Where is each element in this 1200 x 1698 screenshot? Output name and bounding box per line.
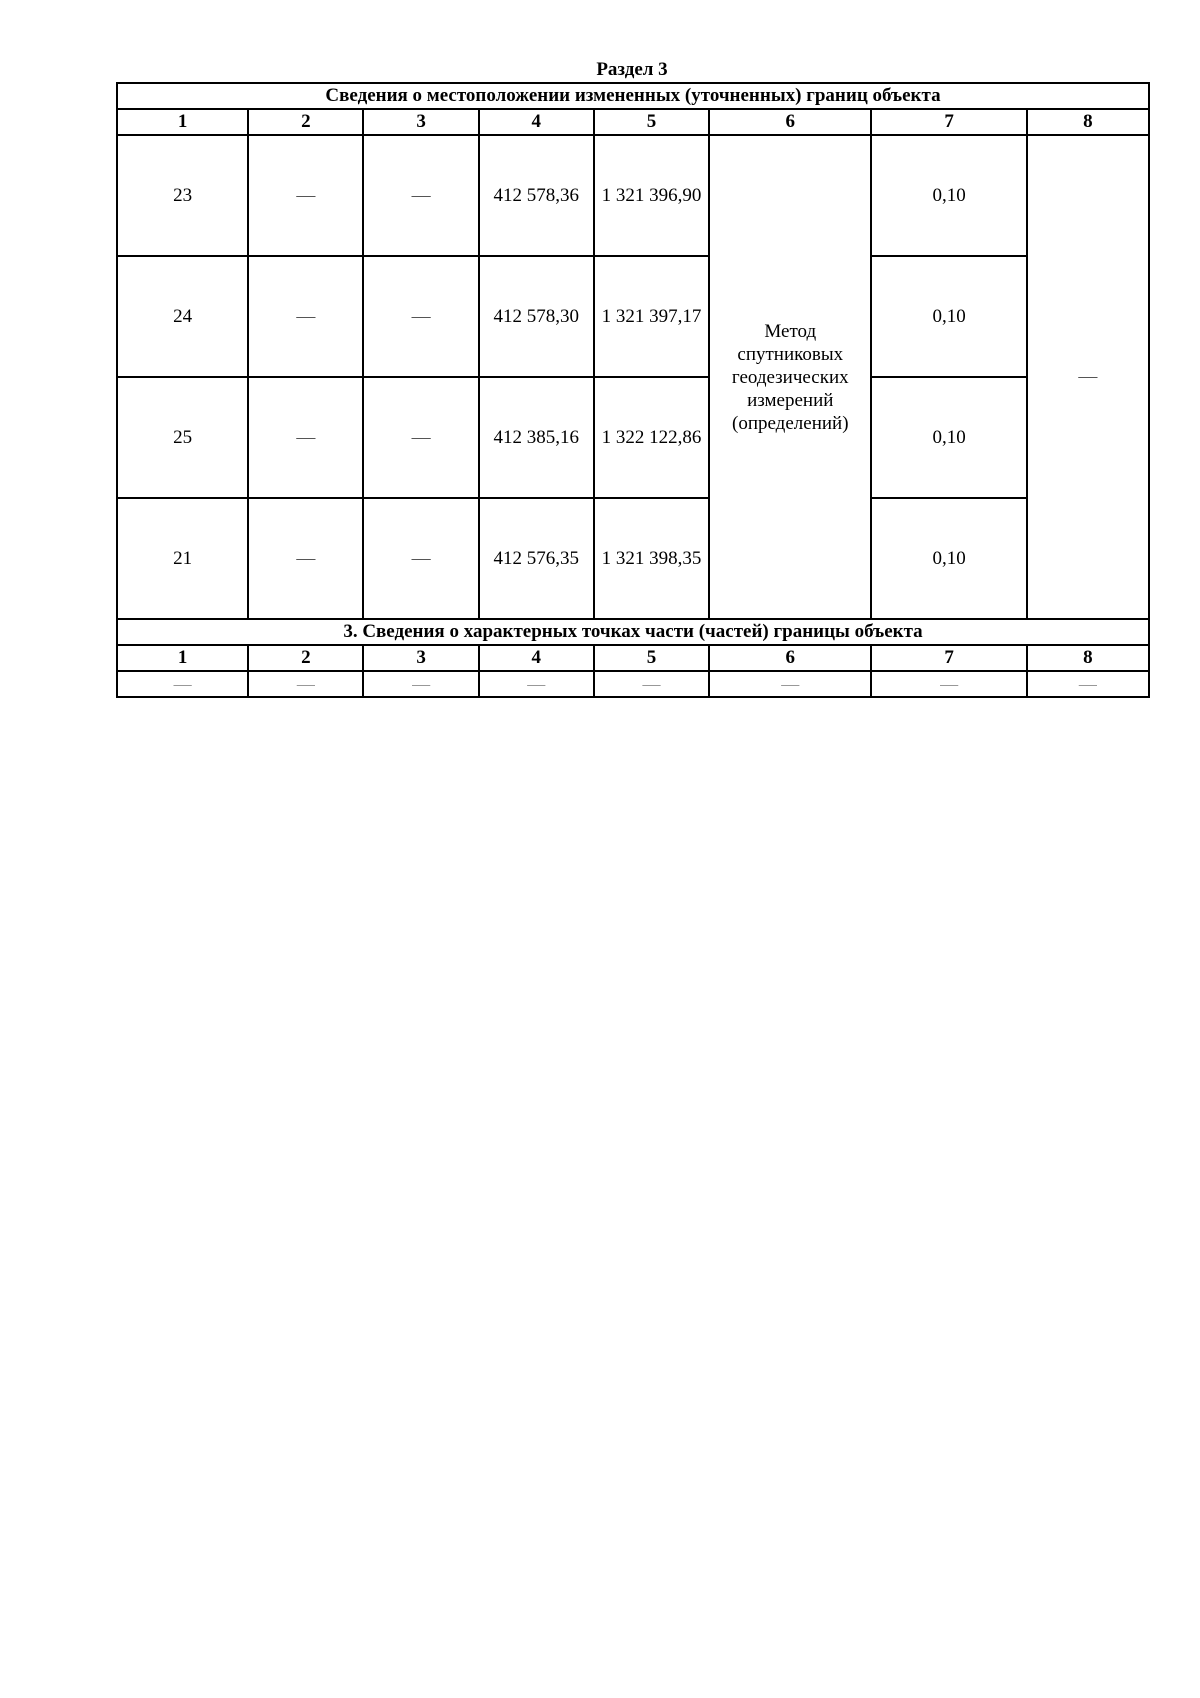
empty-cell: — (1027, 671, 1149, 697)
cell-col2: — (248, 256, 363, 377)
table1-title: Сведения о местоположении измененных (уточненных) границ объекта (117, 83, 1149, 109)
column-header: 1 (117, 109, 248, 135)
column-header: 4 (479, 109, 594, 135)
cell-col2: — (248, 377, 363, 498)
cell-col3: — (363, 498, 478, 619)
accuracy: 0,10 (871, 256, 1026, 377)
column-header: 6 (709, 109, 871, 135)
coord-y: 1 321 397,17 (594, 256, 709, 377)
section-heading: Раздел 3 (596, 59, 668, 80)
table-row (117, 377, 1149, 498)
empty-cell: — (248, 671, 363, 697)
column-header: 5 (594, 109, 709, 135)
column-header: 3 (363, 645, 478, 671)
coord-x: 412 578,30 (479, 256, 594, 377)
point-number: 25 (117, 377, 248, 498)
table-row (117, 671, 1149, 697)
column-header: 8 (1027, 109, 1149, 135)
empty-cell: — (871, 671, 1026, 697)
empty-cell: — (594, 671, 709, 697)
table1-title-row (117, 83, 1149, 109)
column-header: 7 (871, 109, 1026, 135)
point-number: 24 (117, 256, 248, 377)
coord-x: 412 576,35 (479, 498, 594, 619)
table2-header-row (117, 645, 1149, 671)
point-number: 23 (117, 135, 248, 256)
accuracy: 0,10 (871, 135, 1026, 256)
method-cell: Метод спутниковых геодезических измерений (определений) (709, 135, 871, 619)
cell-col2: — (248, 135, 363, 256)
coord-y: 1 322 122,86 (594, 377, 709, 498)
column-header: 6 (709, 645, 871, 671)
accuracy: 0,10 (871, 498, 1026, 619)
coord-y: 1 321 398,35 (594, 498, 709, 619)
table-row (117, 135, 1149, 256)
cell-col3: — (363, 377, 478, 498)
column-header: 2 (248, 645, 363, 671)
coord-y: 1 321 396,90 (594, 135, 709, 256)
column-header: 1 (117, 645, 248, 671)
empty-cell: — (363, 671, 478, 697)
cell-col3: — (363, 256, 478, 377)
point-number: 21 (117, 498, 248, 619)
empty-cell: — (709, 671, 871, 697)
empty-cell: — (117, 671, 248, 697)
table2-title: 3. Сведения о характерных точках части (частей) границы объекта (117, 619, 1149, 645)
table-row (117, 498, 1149, 619)
empty-cell: — (479, 671, 594, 697)
column-header: 7 (871, 645, 1026, 671)
boundary-table (116, 82, 1150, 698)
column-header: 4 (479, 645, 594, 671)
table-row (117, 256, 1149, 377)
column-header: 5 (594, 645, 709, 671)
coord-x: 412 385,16 (479, 377, 594, 498)
cell-col2: — (248, 498, 363, 619)
coord-x: 412 578,36 (479, 135, 594, 256)
table2-title-row (117, 619, 1149, 645)
column-header: 8 (1027, 645, 1149, 671)
table1-header-row (117, 109, 1149, 135)
cell-col3: — (363, 135, 478, 256)
accuracy: 0,10 (871, 377, 1026, 498)
col8-cell: — (1027, 135, 1149, 619)
column-header: 3 (363, 109, 478, 135)
column-header: 2 (248, 109, 363, 135)
